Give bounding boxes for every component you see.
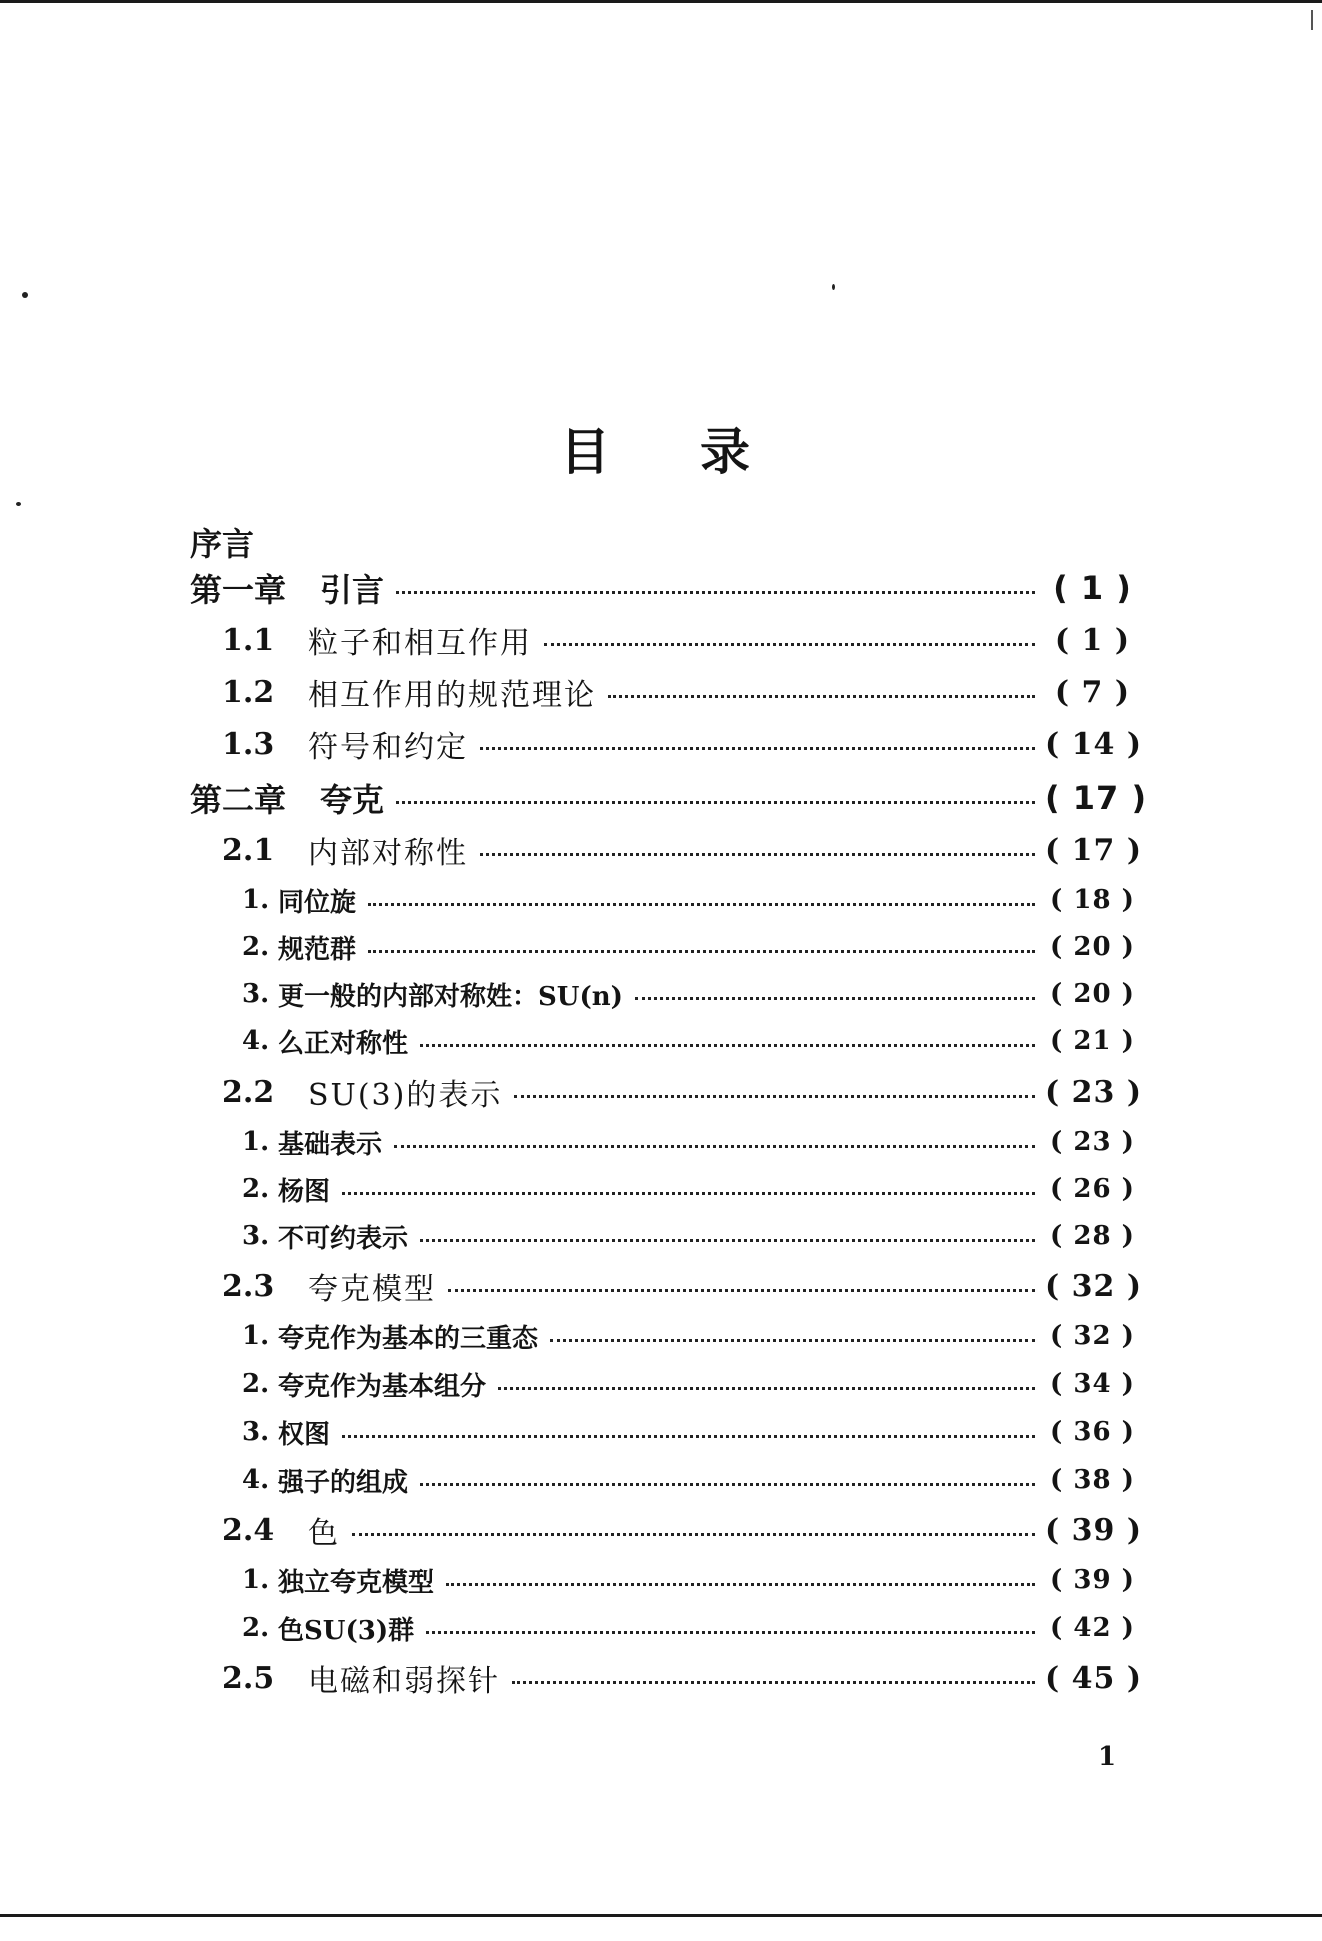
leader-dots: [368, 950, 1035, 953]
toc-entry-subsection[interactable]: [190, 1214, 1140, 1258]
toc-entry-page: ( 21 ): [1050, 1026, 1135, 1056]
scan-speck: [832, 284, 835, 290]
toc-entry-number: 2.2: [222, 1074, 275, 1110]
toc-entry-subsection[interactable]: [190, 972, 1140, 1016]
page-number: 1: [1098, 1742, 1117, 1772]
toc-entry-chapter[interactable]: [190, 566, 1140, 610]
title-char-2: 录: [700, 423, 750, 481]
leader-dots: [514, 1095, 1035, 1098]
toc-entry-page: ( 45 ): [1045, 1660, 1143, 1696]
toc-entry-subsection[interactable]: [190, 1458, 1140, 1502]
toc-entry-page: ( 14 ): [1045, 726, 1143, 762]
scan-speck: [22, 292, 28, 298]
leader-dots: [448, 1289, 1035, 1292]
toc-entry-section[interactable]: [190, 1264, 1143, 1308]
toc-entry-page: ( 23 ): [1050, 1127, 1135, 1157]
toc-entry-number: 2.: [242, 932, 270, 962]
toc-entry-number: 3.: [242, 1417, 270, 1447]
toc-entry-page: ( 36 ): [1050, 1417, 1135, 1447]
leader-dots: [550, 1339, 1035, 1342]
toc-entry-section[interactable]: [190, 722, 1143, 766]
toc-entry-number: 序言: [190, 525, 255, 563]
toc-entry-number: 第二章: [190, 781, 287, 819]
toc-entry-number: 1.: [242, 1127, 270, 1157]
toc-entry-subsection[interactable]: [190, 1410, 1140, 1454]
toc-entry-title: 夸克作为基本的三重态: [278, 1323, 539, 1354]
leader-dots: [394, 1145, 1035, 1148]
toc-entry-page: ( 17 ): [1045, 832, 1143, 868]
leader-dots: [396, 801, 1035, 804]
toc-entry-title: 么正对称性: [278, 1028, 409, 1059]
leader-dots: [342, 1192, 1035, 1195]
toc-entry-page: ( 32 ): [1045, 1268, 1143, 1304]
toc-entry-page: ( 39 ): [1045, 1512, 1143, 1548]
leader-dots: [608, 695, 1035, 698]
leader-dots: [368, 903, 1035, 906]
toc-entry-subsection[interactable]: [190, 1606, 1140, 1650]
toc-entry-number: 1.: [242, 1321, 270, 1351]
toc-entry-number: 3.: [242, 979, 270, 1009]
toc-entry-page: ( 20 ): [1050, 932, 1135, 962]
toc-entry-page: ( 26 ): [1050, 1174, 1135, 1204]
toc-entry-number: 1.: [242, 1565, 270, 1595]
leader-dots: [396, 591, 1035, 594]
toc-entry-number: 1.2: [222, 674, 275, 710]
toc-entry-subsection[interactable]: [190, 1167, 1140, 1211]
leader-dots: [420, 1044, 1035, 1047]
leader-dots: [420, 1239, 1035, 1242]
toc-entry-number: 2.5: [222, 1660, 275, 1696]
toc-entry-number: 第一章: [190, 571, 287, 609]
toc-entry-title: 夸克作为基本组分: [278, 1371, 487, 1402]
leader-dots: [420, 1483, 1035, 1486]
toc-entry-section[interactable]: [190, 618, 1140, 662]
toc-entry-number: 2.: [242, 1613, 270, 1643]
toc-entry-title: 符号和约定: [308, 730, 468, 765]
toc-entry-subsection[interactable]: [190, 878, 1140, 922]
toc-entry-title: 不可约表示: [278, 1223, 409, 1254]
scan-margin-mark: [1311, 10, 1313, 30]
toc-entry-preface[interactable]: [190, 520, 1140, 564]
toc-entry-number: 4.: [242, 1465, 270, 1495]
toc-entry-subsection[interactable]: [190, 1362, 1140, 1406]
leader-dots: [480, 853, 1035, 856]
toc-entry-number: 1.: [242, 885, 270, 915]
toc-entry-section[interactable]: [190, 670, 1140, 714]
toc-entry-title: 夸克: [320, 781, 385, 819]
scan-speck: [16, 502, 21, 506]
toc-entry-chapter[interactable]: [190, 776, 1148, 820]
toc-entry-page: ( 38 ): [1050, 1465, 1135, 1495]
toc-entry-section[interactable]: [190, 1656, 1143, 1700]
leader-dots: [352, 1533, 1035, 1536]
toc-entry-page: ( 23 ): [1045, 1074, 1143, 1110]
toc-entry-title: 权图: [278, 1419, 331, 1450]
leader-dots: [635, 997, 1035, 1000]
toc-entry-page: ( 17 ): [1045, 779, 1148, 817]
scan-top-edge: [0, 0, 1322, 3]
toc-entry-title: 粒子和相互作用: [308, 626, 532, 661]
toc-entry-number: 2.1: [222, 832, 275, 868]
toc-entry-title: 基础表示: [278, 1129, 383, 1160]
toc-entry-page: ( 42 ): [1050, 1613, 1135, 1643]
toc-entry-title: 强子的组成: [278, 1467, 409, 1498]
leader-dots: [342, 1435, 1035, 1438]
leader-dots: [480, 747, 1035, 750]
toc-entry-title: 规范群: [278, 934, 357, 965]
toc-entry-title: 色: [308, 1516, 340, 1551]
toc-entry-page: ( 32 ): [1050, 1321, 1135, 1351]
leader-dots: [544, 643, 1035, 646]
toc-entry-page: ( 18 ): [1050, 885, 1135, 915]
toc-entry-section[interactable]: [190, 1508, 1143, 1552]
toc-entry-section[interactable]: [190, 1070, 1143, 1114]
toc-entry-number: 2.3: [222, 1268, 275, 1304]
toc-entry-subsection[interactable]: [190, 1120, 1140, 1164]
toc-entry-subsection[interactable]: [190, 1314, 1140, 1358]
toc-entry-title: 内部对称性: [308, 836, 468, 871]
toc-entry-page: ( 28 ): [1050, 1221, 1135, 1251]
toc-entry-title: 相互作用的规范理论: [308, 678, 596, 713]
toc-entry-number: 3.: [242, 1221, 270, 1251]
toc-entry-title: 引言: [320, 571, 385, 609]
toc-entry-number: 4.: [242, 1026, 270, 1056]
toc-entry-number: 2.: [242, 1369, 270, 1399]
title-char-1: 目: [560, 423, 610, 481]
leader-dots: [426, 1631, 1035, 1634]
toc-entry-page: ( 7 ): [1054, 674, 1131, 710]
toc-entry-title: 电磁和弱探针: [308, 1664, 500, 1699]
leader-dots: [512, 1681, 1035, 1684]
toc-entry-number: 1.3: [222, 726, 275, 762]
toc-entry-title: 同位旋: [278, 887, 357, 918]
leader-dots: [446, 1583, 1035, 1586]
toc-entry-title: SU(3)的表示: [308, 1078, 503, 1113]
toc-entry-subsection[interactable]: [190, 925, 1140, 969]
toc-entry-title: 独立夸克模型: [278, 1567, 435, 1598]
toc-entry-section[interactable]: [190, 828, 1143, 872]
toc-entry-number: 1.1: [222, 622, 275, 658]
scan-bottom-edge: [0, 1914, 1322, 1917]
toc-entry-number: 2.4: [222, 1512, 275, 1548]
toc-entry-page: ( 1 ): [1054, 622, 1131, 658]
toc-entry-title: 色SU(3)群: [278, 1615, 415, 1646]
toc-entry-page: ( 39 ): [1050, 1565, 1135, 1595]
toc-entry-page: ( 20 ): [1050, 979, 1135, 1009]
toc-entry-subsection[interactable]: [190, 1019, 1140, 1063]
toc-entry-page: ( 1 ): [1053, 569, 1132, 607]
leader-dots: [498, 1387, 1035, 1390]
toc-entry-page: ( 34 ): [1050, 1369, 1135, 1399]
toc-entry-number: 2.: [242, 1174, 270, 1204]
toc-entry-title: 更一般的内部对称姓：SU(n): [278, 981, 623, 1012]
toc-title: [560, 412, 750, 484]
toc-entry-title: 杨图: [278, 1176, 331, 1207]
toc-entry-title: 夸克模型: [308, 1272, 436, 1307]
toc-entry-subsection[interactable]: [190, 1558, 1140, 1602]
